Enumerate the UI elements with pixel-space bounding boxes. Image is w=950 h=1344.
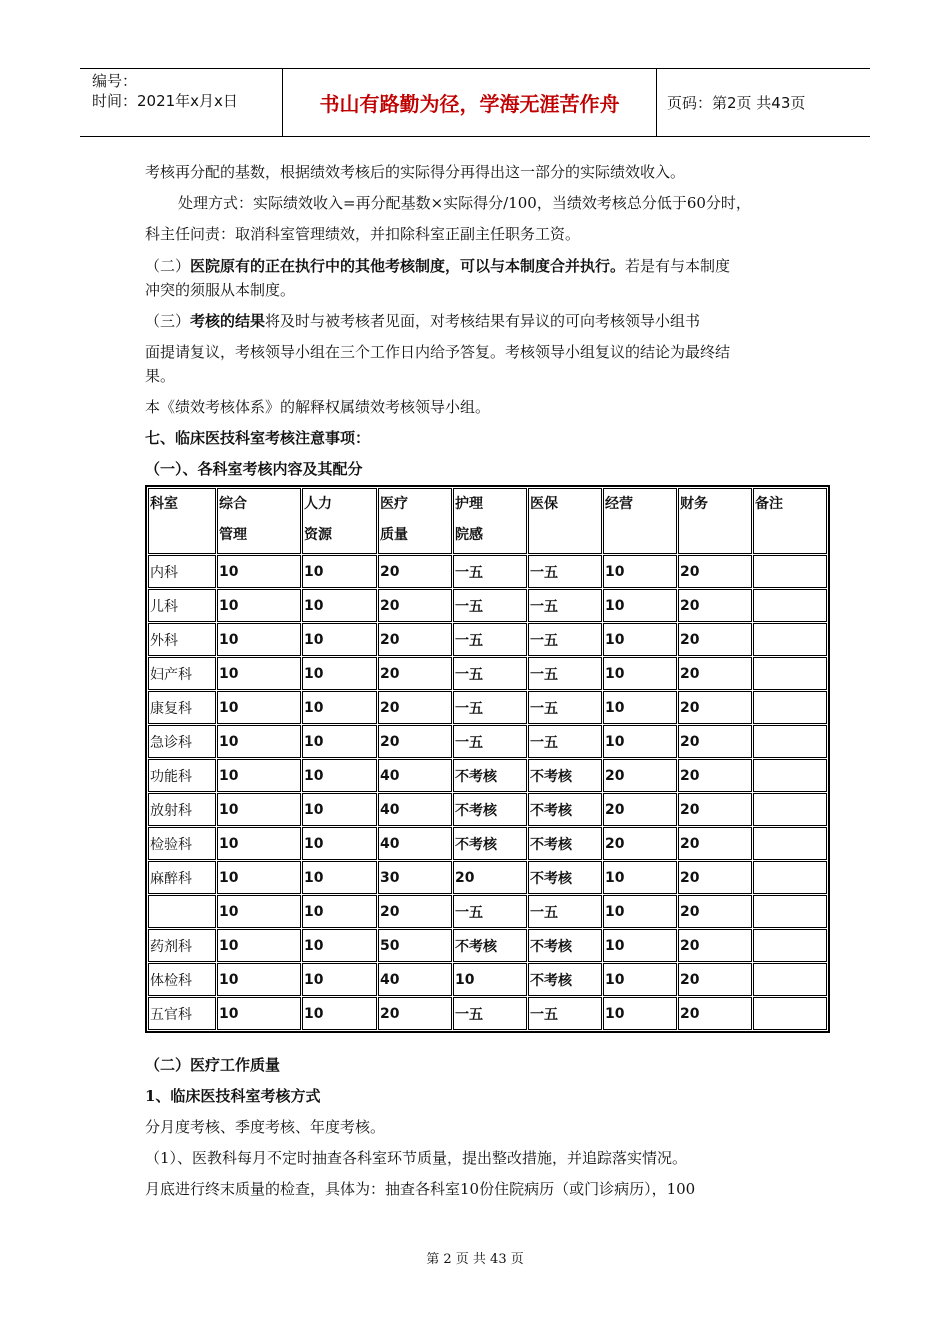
department-cell: 急诊科 (148, 725, 216, 758)
paragraph: 分月度考核、季度考核、年度考核。 (145, 1118, 386, 1136)
table-row (148, 589, 827, 622)
score-cell: 不考核 (453, 929, 527, 962)
score-cell: 10 (603, 725, 677, 758)
score-cell: 10 (453, 963, 527, 996)
score-cell: 一五 (528, 895, 602, 928)
table-row (148, 895, 827, 928)
subsection-heading: （一）、各科室考核内容及其配分 (145, 460, 363, 478)
score-cell: 20 (378, 657, 452, 690)
score-cell: 10 (217, 997, 301, 1030)
table-row (148, 759, 827, 792)
score-cell: 一五 (528, 997, 602, 1030)
department-cell (148, 895, 216, 928)
score-cell: 20 (678, 861, 752, 894)
score-cell: 10 (217, 793, 301, 826)
score-cell: 10 (217, 623, 301, 656)
paragraph: 考核再分配的基数，根据绩效考核后的实际得分再得出这一部分的实际绩效收入。 (145, 163, 686, 181)
score-cell: 10 (603, 895, 677, 928)
score-cell: 不考核 (453, 827, 527, 860)
score-cell: 不考核 (528, 861, 602, 894)
score-cell (753, 861, 827, 894)
score-cell (753, 895, 827, 928)
table-row (148, 793, 827, 826)
header-line-bottom: 备注 (755, 496, 783, 512)
score-cell: 10 (603, 555, 677, 588)
score-cell: 一五 (453, 691, 527, 724)
table-header-cell (753, 488, 827, 554)
score-cell: 20 (678, 725, 752, 758)
date-label: 时间：2021年x月x日 (92, 92, 238, 110)
table-row (148, 997, 827, 1030)
department-cell: 五官科 (148, 997, 216, 1030)
department-cell: 检验科 (148, 827, 216, 860)
score-cell (753, 725, 827, 758)
score-cell: 10 (302, 861, 377, 894)
department-cell: 康复科 (148, 691, 216, 724)
score-cell: 不考核 (453, 793, 527, 826)
paragraph (145, 311, 700, 331)
score-cell: 10 (217, 657, 301, 690)
score-cell: 10 (302, 963, 377, 996)
score-cell: 10 (603, 589, 677, 622)
header-line-top: 人力 (304, 496, 332, 512)
score-cell: 不考核 (528, 793, 602, 826)
paragraph: （1）、医教科每月不定时抽查各科室环节质量，提出整改措施，并追踪落实情况。 (145, 1149, 688, 1167)
table-header-cell (148, 488, 216, 554)
score-cell: 10 (302, 623, 377, 656)
header-line-top: 综合 (219, 496, 247, 512)
page-header (80, 68, 870, 137)
score-cell: 20 (678, 589, 752, 622)
score-cell: 10 (217, 691, 301, 724)
score-cell: 50 (378, 929, 452, 962)
score-cell: 10 (302, 895, 377, 928)
score-cell: 30 (378, 861, 452, 894)
paragraph: 月底进行终末质量的检查，具体为：抽查各科室10份住院病历（或门诊病历），100 (145, 1180, 696, 1198)
score-cell: 20 (678, 759, 752, 792)
score-cell (753, 589, 827, 622)
score-cell: 不考核 (453, 759, 527, 792)
score-cell: 一五 (528, 589, 602, 622)
table-row (148, 657, 827, 690)
score-cell: 不考核 (528, 827, 602, 860)
score-cell: 20 (378, 997, 452, 1030)
score-cell: 10 (217, 827, 301, 860)
paragraph: 处理方式：实际绩效收入=再分配基数×实际得分/100，当绩效考核总分低于60分时， (178, 194, 751, 212)
score-cell: 10 (603, 657, 677, 690)
paragraph (145, 256, 730, 276)
score-cell (753, 963, 827, 996)
paragraph: 冲突的须服从本制度。 (145, 281, 296, 299)
score-cell: 20 (678, 929, 752, 962)
score-cell: 20 (378, 623, 452, 656)
header-page-info: 页码：第2页 共43页 (667, 94, 806, 112)
score-cell: 20 (378, 555, 452, 588)
score-cell: 一五 (453, 555, 527, 588)
score-cell: 20 (678, 793, 752, 826)
score-cell: 10 (302, 929, 377, 962)
department-cell: 内科 (148, 555, 216, 588)
score-cell (753, 997, 827, 1030)
score-cell: 20 (378, 691, 452, 724)
score-cell (753, 759, 827, 792)
table-row (148, 555, 827, 588)
score-cell: 一五 (528, 691, 602, 724)
table-header-cell (378, 488, 452, 554)
table-row (148, 929, 827, 962)
table-row (148, 725, 827, 758)
score-cell: 10 (603, 691, 677, 724)
header-line-bottom: 资源 (304, 527, 332, 543)
department-cell: 功能科 (148, 759, 216, 792)
score-cell (753, 827, 827, 860)
text-run: （二） (145, 257, 191, 275)
header-line-bottom: 管理 (219, 527, 247, 543)
text-run: 若是有与本制度 (625, 257, 731, 275)
score-cell: 20 (678, 827, 752, 860)
table-header-cell (453, 488, 527, 554)
score-cell: 一五 (453, 589, 527, 622)
score-cell: 40 (378, 827, 452, 860)
table-header-cell (302, 488, 377, 554)
subsection-heading: 1、临床医技科室考核方式 (145, 1087, 321, 1105)
score-cell: 20 (678, 623, 752, 656)
table-header-cell (603, 488, 677, 554)
table-row (148, 827, 827, 860)
score-cell: 一五 (528, 657, 602, 690)
department-cell: 体检科 (148, 963, 216, 996)
score-cell (753, 623, 827, 656)
score-cell: 10 (603, 623, 677, 656)
table-header-cell (528, 488, 602, 554)
score-cell: 一五 (453, 725, 527, 758)
score-cell: 20 (678, 691, 752, 724)
department-cell: 外科 (148, 623, 216, 656)
score-cell: 20 (378, 589, 452, 622)
section-heading: 七、临床医技科室考核注意事项： (145, 429, 371, 447)
paragraph: 科主任问责：取消科室管理绩效，并扣除科室正副主任职务工资。 (145, 225, 581, 243)
score-cell: 10 (217, 725, 301, 758)
score-cell: 10 (302, 589, 377, 622)
department-cell: 放射科 (148, 793, 216, 826)
score-cell: 40 (378, 963, 452, 996)
page-footer: 第 2 页 共 43 页 (426, 1252, 524, 1267)
score-cell: 10 (217, 895, 301, 928)
header-line-bottom: 院感 (455, 527, 483, 543)
header-line-top: 护理 (455, 496, 483, 512)
score-cell: 20 (678, 963, 752, 996)
score-cell: 10 (217, 861, 301, 894)
score-cell (753, 555, 827, 588)
score-cell: 10 (217, 759, 301, 792)
table-row (148, 691, 827, 724)
text-run: 将及时与被考核者见面，对考核结果有异议的可向考核领导小组书 (265, 312, 701, 330)
header-left (80, 69, 283, 136)
score-cell: 10 (302, 657, 377, 690)
score-cell: 不考核 (528, 929, 602, 962)
score-cell: 10 (603, 929, 677, 962)
paragraph: 面提请复议，考核领导小组在三个工作日内给予答复。考核领导小组复议的结论为最终结 (145, 343, 731, 361)
score-cell (753, 929, 827, 962)
score-cell: 20 (678, 657, 752, 690)
score-cell: 一五 (453, 997, 527, 1030)
header-line-bottom: 质量 (380, 527, 408, 543)
table-header-cell (217, 488, 301, 554)
score-cell: 一五 (453, 895, 527, 928)
score-cell: 20 (678, 895, 752, 928)
paragraph: 本《绩效考核体系》的解释权属绩效考核领导小组。 (145, 398, 491, 416)
score-cell: 20 (378, 895, 452, 928)
header-motto: 书山有路勤为径，学海无涯苦作舟 (283, 69, 657, 136)
text-run-bold: 医院原有的正在执行中的其他考核制度，可以与本制度合并执行。 (190, 257, 626, 275)
score-cell: 一五 (528, 623, 602, 656)
score-cell: 不考核 (528, 759, 602, 792)
score-cell: 一五 (528, 555, 602, 588)
score-cell: 20 (378, 725, 452, 758)
department-cell: 妇产科 (148, 657, 216, 690)
score-cell: 不考核 (528, 963, 602, 996)
header-line-top: 医疗 (380, 496, 408, 512)
department-cell: 药剂科 (148, 929, 216, 962)
table-row (148, 623, 827, 656)
table-header-row (148, 488, 827, 554)
section-heading: （二）医疗工作质量 (145, 1056, 281, 1074)
score-cell: 20 (453, 861, 527, 894)
score-cell: 10 (603, 997, 677, 1030)
header-line-bottom: 医保 (530, 496, 558, 512)
header-line-top: 科室 (150, 496, 178, 512)
score-cell: 10 (302, 827, 377, 860)
score-cell: 一五 (453, 623, 527, 656)
score-cell: 10 (217, 929, 301, 962)
score-cell: 10 (302, 793, 377, 826)
department-cell: 儿科 (148, 589, 216, 622)
department-cell: 麻醉科 (148, 861, 216, 894)
table-header-cell (678, 488, 752, 554)
header-line-bottom: 经营 (605, 496, 633, 512)
score-cell: 20 (678, 555, 752, 588)
score-cell (753, 691, 827, 724)
score-cell: 20 (603, 759, 677, 792)
score-cell: 40 (378, 793, 452, 826)
score-cell: 10 (302, 691, 377, 724)
table-row (148, 963, 827, 996)
score-cell: 10 (302, 759, 377, 792)
score-cell (753, 793, 827, 826)
score-table (145, 485, 830, 1033)
score-cell: 20 (603, 793, 677, 826)
score-cell: 10 (603, 861, 677, 894)
score-cell: 10 (302, 555, 377, 588)
score-cell: 40 (378, 759, 452, 792)
score-cell: 10 (217, 589, 301, 622)
paragraph: 果。 (145, 367, 176, 385)
number-label: 编号： (92, 72, 138, 90)
score-cell: 10 (302, 725, 377, 758)
score-cell: 20 (603, 827, 677, 860)
text-run-bold: 考核的结果 (190, 312, 266, 330)
score-cell: 10 (217, 555, 301, 588)
score-cell: 一五 (453, 657, 527, 690)
table-row (148, 861, 827, 894)
score-cell (753, 657, 827, 690)
text-run: （三） (145, 312, 191, 330)
score-cell: 20 (678, 997, 752, 1030)
header-line-bottom: 财务 (680, 496, 708, 512)
score-cell: 10 (603, 963, 677, 996)
score-cell: 10 (302, 997, 377, 1030)
score-cell: 10 (217, 963, 301, 996)
score-cell: 一五 (528, 725, 602, 758)
